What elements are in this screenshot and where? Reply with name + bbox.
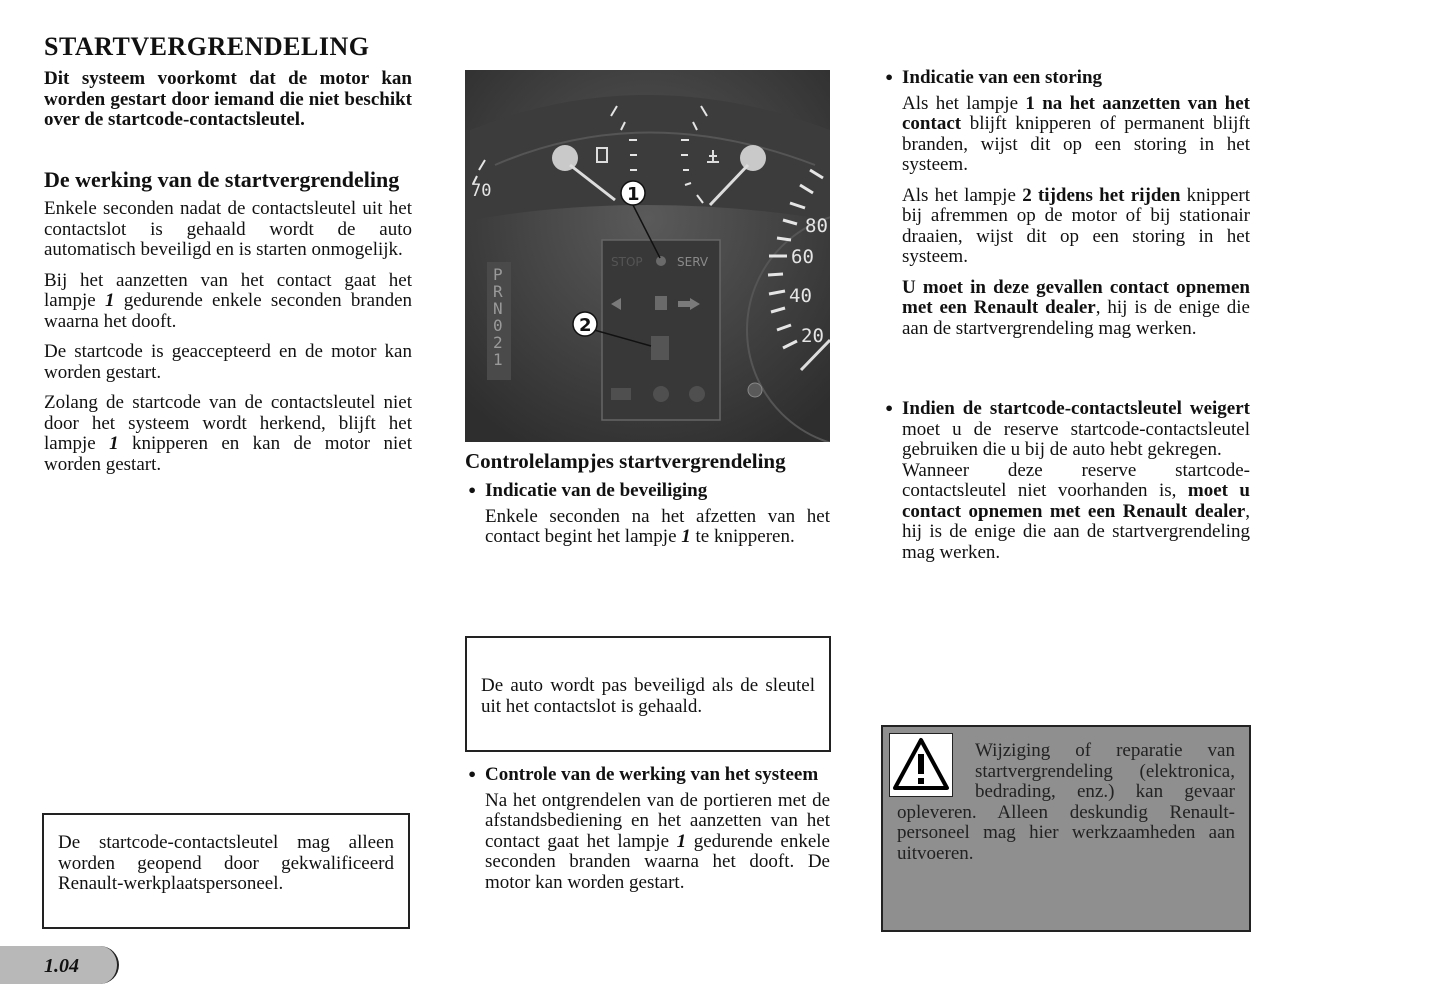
gear-1: 1	[493, 350, 503, 369]
paragraph: Indien de startcode-contactsleutel weigert moet u de reserve startcode-contactsleutel gebruiken die u bij de auto hebt gekregen.	[902, 398, 1250, 460]
note-box-left	[42, 813, 410, 929]
bullet-heading: Indicatie van een storing	[902, 67, 1103, 88]
warning-text: Wijziging of reparatie van startvergrendeling (elektronica, bedrading, enz.) kan gevaar opleveren. Alleen deskundig Renault-personeel mag hier werkzaamheden aan uitvoeren.	[897, 740, 1235, 864]
gear-0: 0	[493, 316, 503, 335]
column-right	[882, 68, 1250, 349]
page-title: STARTVERGRENDELING	[44, 32, 370, 61]
column-left	[44, 168, 412, 485]
stop-label: STOP	[611, 255, 643, 269]
brake-icon	[653, 386, 669, 402]
page-number-tab	[0, 946, 119, 984]
tach-label-70: 70	[471, 181, 492, 201]
warning-triangle-icon	[889, 733, 953, 797]
indicator-lamp	[748, 383, 762, 397]
note-text: De auto wordt pas beveiligd als de sleutel uit het contactslot is gehaald.	[481, 675, 815, 717]
speed-label-60: 60	[791, 246, 814, 268]
fuel-warning-icon	[655, 296, 667, 310]
dashboard-illustration	[465, 70, 830, 442]
bullet-heading: Controle van de werking van het systeem	[485, 764, 819, 785]
bullet-heading: Indicatie van de beveiliging	[485, 480, 708, 501]
gear-r: R	[493, 282, 503, 301]
warning-box	[881, 725, 1251, 932]
paragraph: Enkele seconden na het afzetten van het contact begint het lampje 1 te knipperen.	[485, 505, 830, 547]
paragraph: Wanneer deze reserve startcode-contactsleutel niet voorhanden is, moet u contact opnemen met een Renault dealer, hij is de enige die aan de startvergrendeling mag werken.	[902, 459, 1251, 563]
list-item: • Indien de startcode-contactsleutel weigert moet u de reserve startcode-contactsleutel gebruiken die u bij de auto hebt gekregen. Wanneer deze reserve startcode-contactsleutel niet voorhanden is, moet u contact opnemen met een Renault dealer, hij is de enige die aan de startvergrendeling mag werken.	[884, 398, 1251, 563]
gear-2: 2	[493, 333, 503, 352]
temp-gauge-pivot	[740, 145, 766, 171]
paragraph: Zolang de startcode van de contactsleutel niet door het systeem wordt herkend, blijft het lampje 1 knipperen en kan de motor niet worden gestart.	[44, 392, 413, 475]
immobiliser-light	[656, 256, 666, 266]
page-number: 1.04	[44, 955, 79, 977]
callout-1-label: 1	[627, 184, 640, 205]
paragraph: Bij het aanzetten van het contact gaat het lampje 1 gedurende enkele seconden branden waarna het dooft.	[44, 269, 413, 332]
speed-label-20: 20	[801, 325, 824, 347]
column-middle	[465, 450, 830, 558]
paragraph: Als het lampje 2 tijdens het rijden knippert bij afremmen op de motor of bij stationair draaien, wijst dit op een storing in het systeem.	[902, 184, 1250, 267]
list-item: • Indicatie van een storing Als het lampje 1 na het aanzetten van het contact blijft knipperen of permanent blijft branden, wijst dit op een storing in het systeem. Als het lampje 2 tijdens het rijden knippert bij afremmen op de motor of bij stationair draaien, wijst dit op een storing in het systeem. U moet in deze gevallen contact opnemen met een Renault dealer, hij is de enige die aan de startvergrendeling mag werken.	[884, 67, 1250, 339]
list-item: • Indicatie van de beveiliging Enkele seconden na het afzetten van het contact begint het lampje 1 te knipperen.	[467, 480, 830, 547]
note-text: De startcode-contactsleutel mag alleen worden geopend door gekwalificeerd Renault-werkplaatspersoneel.	[58, 832, 394, 894]
section-heading-controlelampjes: Controlelampjes startvergrendeling	[465, 449, 786, 473]
control-section	[465, 765, 830, 903]
paragraph: U moet in deze gevallen contact opnemen met een Renault dealer, hij is de enige die aan de startvergrendeling mag werken.	[902, 276, 1250, 339]
serv-label: SERV	[677, 255, 709, 269]
abs-icon	[689, 386, 705, 402]
callout-2-label: 2	[579, 315, 592, 336]
paragraph: De startcode is geaccepteerd en de motor kan worden gestart.	[44, 341, 412, 383]
speed-label-40: 40	[789, 285, 812, 307]
list-item: • Controle van de werking van het systeem Na het ontgrendelen van de portieren met de afstandsbediening en het aanzetten van het contact gaat het lampje 1 gedurende enkele seconden branden waarna het dooft. De motor kan worden gestart.	[467, 764, 830, 893]
paragraph: Als het lampje 1 na het aanzetten van het contact blijft knipperen of permanent blijft branden, wijst dit op een storing in het systeem.	[902, 92, 1250, 175]
speed-label-80: 80	[805, 215, 828, 237]
dashboard-photo	[465, 70, 830, 442]
battery-icon	[611, 388, 631, 400]
note-box-middle	[465, 636, 831, 752]
engine-warning-icon	[651, 336, 669, 360]
intro-text: Dit systeem voorkomt dat de motor kan worden gestart door iemand die niet beschikt over de startcode-contactsleutel.	[44, 68, 412, 130]
gear-p: P	[493, 265, 503, 284]
paragraph: Na het ontgrendelen van de portieren met de afstandsbediening en het aanzetten van het contact gaat het lampje 1 gedurende enkele seconden branden waarna het dooft. De motor kan worden gestart.	[485, 789, 830, 893]
section-heading-werking: De werking van de startvergrendeling	[44, 167, 400, 192]
paragraph: Enkele seconden nadat de contactsleutel uit het contactslot is gehaald wordt de auto automatisch beveiligd en is starten onmogelijk.	[44, 198, 412, 260]
refused-key-section	[882, 399, 1250, 573]
gear-n: N	[493, 299, 503, 318]
